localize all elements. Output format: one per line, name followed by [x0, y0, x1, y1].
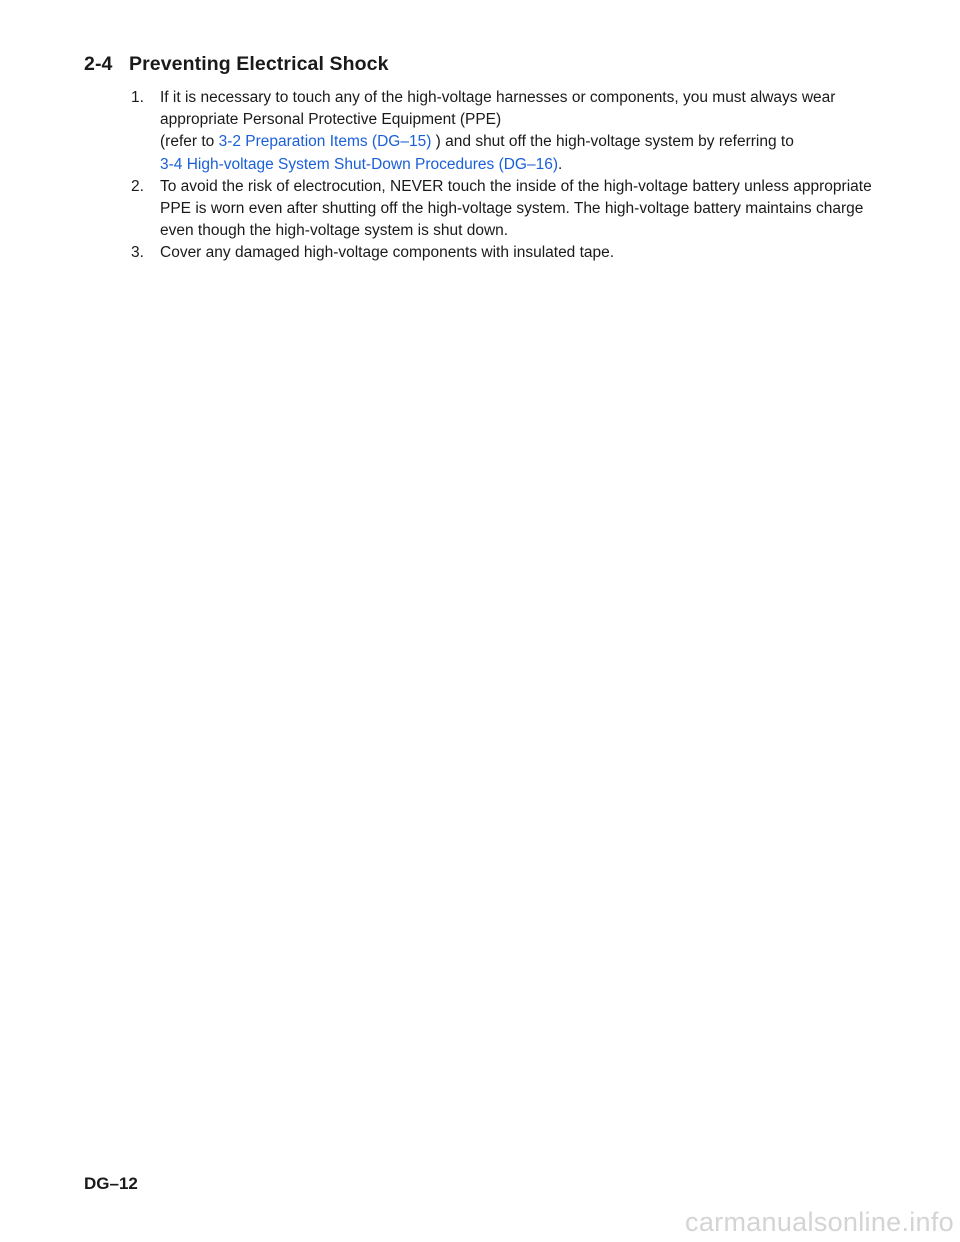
step-text: If it is necessary to touch any of the high-voltage harnesses or components, you must always wear appropriate Personal Protective Equipment (PPE) — [160, 89, 836, 129]
step-text: ) and shut off the high-voltage system by referring to — [431, 133, 794, 151]
step-text: . — [558, 155, 563, 173]
step-text: Cover any damaged high-voltage components with insulated tape. — [160, 244, 615, 262]
step-text: To avoid the risk of electrocution, NEVER touch the inside of the high-voltage battery unless appropriate PPE is worn even after shutting off the high-voltage system. The high-voltage battery maintains charge even though the high-voltage system is shut down. — [160, 177, 872, 240]
section-number: 2-4 — [84, 53, 113, 75]
step-text: (refer to — [160, 133, 219, 151]
preparation-items-link[interactable]: 3-2 Preparation Items (DG–15) — [218, 133, 432, 151]
section-title: Preventing Electrical Shock — [129, 53, 389, 75]
step-number: 3. — [131, 244, 144, 262]
step-item — [131, 176, 891, 243]
step-item — [131, 242, 891, 264]
page-number: DG–12 — [84, 1174, 138, 1193]
watermark: carmanualsonline.info — [685, 1207, 954, 1237]
step-number: 1. — [131, 89, 144, 106]
shutdown-procedures-link[interactable]: 3-4 High-voltage System Shut-Down Procedures (DG–16) — [160, 155, 559, 173]
step-number: 2. — [131, 177, 144, 195]
section-heading — [84, 53, 389, 76]
procedure-steps — [131, 87, 891, 265]
step-item — [131, 87, 891, 176]
